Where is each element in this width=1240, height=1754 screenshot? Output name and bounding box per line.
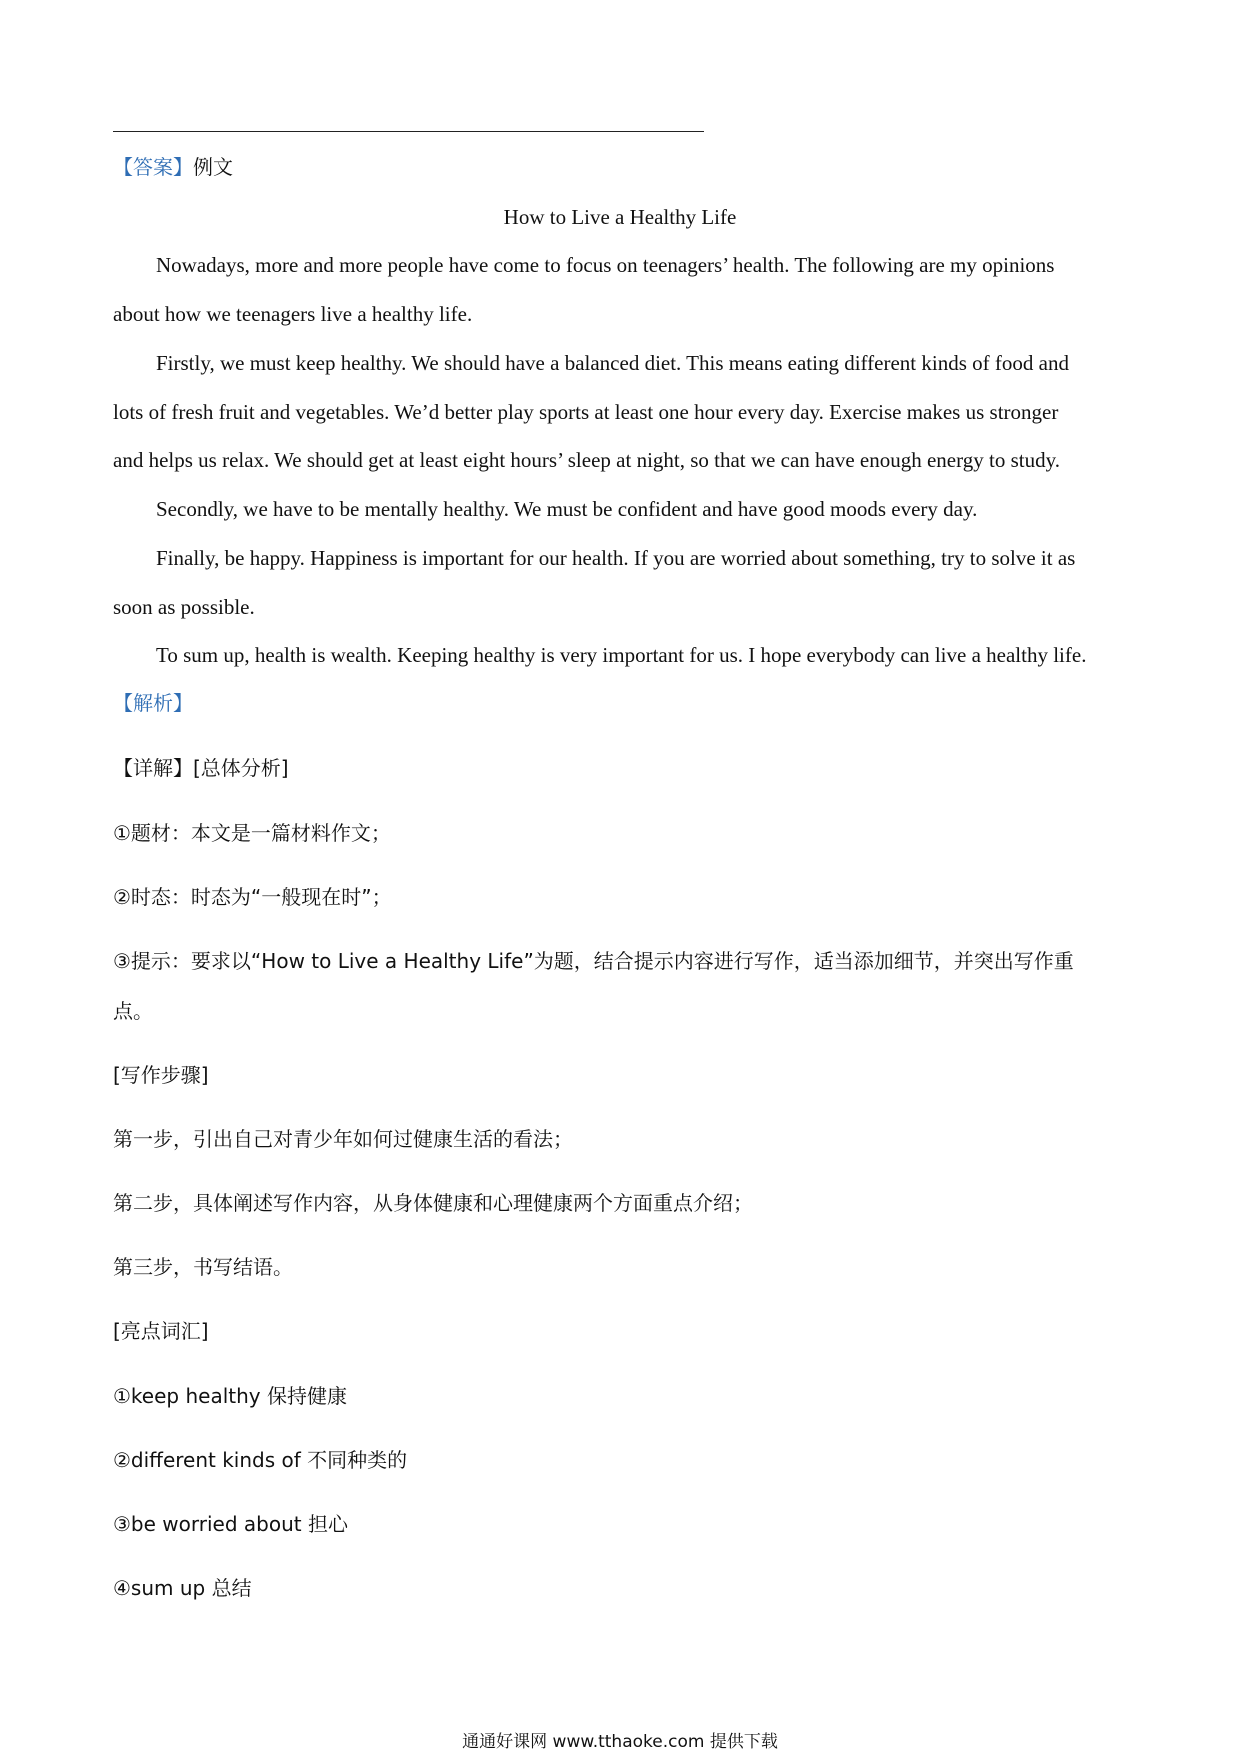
- vocab-item: ②different kinds of 不同种类的: [113, 1448, 408, 1472]
- detail-title: [总体分析]: [193, 756, 289, 780]
- detail-label: 【详解】: [113, 756, 193, 780]
- page-footer: 通通好课网 www.tthaoke.com 提供下载: [462, 1732, 778, 1752]
- essay-line: Finally, be happy. Happiness is important for our health. If you are worried about something, try to solve it as: [156, 546, 1076, 570]
- vocab-title: [亮点词汇]: [113, 1319, 209, 1343]
- answer-label: 【答案】: [113, 155, 193, 179]
- essay-line: soon as possible.: [113, 595, 255, 619]
- overall-item: 点。: [113, 999, 153, 1023]
- detail-heading: [113, 755, 289, 781]
- analysis-label: 【解析】: [113, 691, 193, 715]
- steps-title: [写作步骤]: [113, 1063, 209, 1087]
- essay-line: about how we teenagers live a healthy life.: [113, 302, 473, 326]
- essay-line: lots of fresh fruit and vegetables. We’d better play sports at least one hour every day. Exercise makes us stronger: [113, 400, 1059, 424]
- essay-line: Secondly, we have to be mentally healthy. We must be confident and have good moods every day.: [156, 497, 978, 521]
- step-item: 第二步，具体阐述写作内容，从身体健康和心理健康两个方面重点介绍；: [113, 1191, 753, 1215]
- overall-item: ①题材：本文是一篇材料作文；: [113, 821, 391, 845]
- essay-title: How to Live a Healthy Life: [503, 205, 737, 229]
- answer-heading: [113, 154, 233, 180]
- top-divider: [113, 131, 704, 132]
- overall-item: ③提示：要求以“How to Live a Healthy Life”为题，结合提示内容进行写作，适当添加细节，并突出写作重: [113, 949, 1074, 973]
- vocab-item: ④sum up 总结: [113, 1576, 252, 1600]
- vocab-item: ①keep healthy 保持健康: [113, 1384, 347, 1408]
- vocab-item: ③be worried about 担心: [113, 1512, 348, 1536]
- essay-line: Nowadays, more and more people have come to focus on teenagers’ health. The following are my opinions: [156, 253, 1055, 277]
- essay-line: To sum up, health is wealth. Keeping healthy is very important for us. I hope everybody can live a healthy life.: [156, 643, 1087, 667]
- essay-line: Firstly, we must keep healthy. We should have a balanced diet. This means eating different kinds of food and: [156, 351, 1069, 375]
- step-item: 第一步，引出自己对青少年如何过健康生活的看法；: [113, 1127, 573, 1151]
- essay-line: and helps us relax. We should get at least eight hours’ sleep at night, so that we can have enough energy to study.: [113, 448, 1060, 472]
- step-item: 第三步，书写结语。: [113, 1255, 293, 1279]
- answer-suffix: 例文: [193, 155, 233, 179]
- overall-item: ②时态：时态为“一般现在时”；: [113, 885, 392, 909]
